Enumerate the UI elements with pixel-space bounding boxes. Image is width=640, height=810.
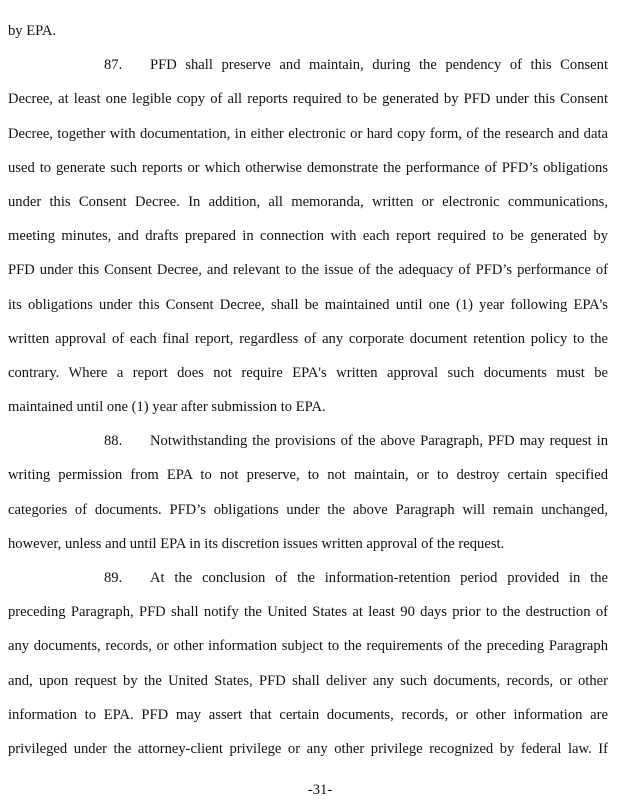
text-line xyxy=(8,356,608,390)
line-text: by EPA. xyxy=(8,23,57,39)
text-line xyxy=(8,595,608,629)
text-line xyxy=(8,185,608,219)
line-text: meeting minutes, and drafts prepared in connection with each report required to be generated by xyxy=(8,228,608,245)
text-line xyxy=(8,527,608,561)
text-line xyxy=(8,732,608,766)
paragraph-number: 88. xyxy=(104,433,123,450)
text-line xyxy=(8,664,608,698)
line-text: written approval of each final report, regardless of any corporate document retention policy to the xyxy=(8,330,608,347)
text-line xyxy=(8,288,608,322)
text-line xyxy=(8,390,608,424)
text-line xyxy=(8,117,608,151)
text-line xyxy=(8,14,608,48)
line-text: maintained until one (1) year after submission to EPA. xyxy=(8,399,326,416)
line-text: however, unless and until EPA in its discretion issues written approval of the request. xyxy=(8,535,505,552)
page-number: -31- xyxy=(307,782,333,798)
line-text: its obligations under this Consent Decree, shall be maintained until one (1) year following EPA's xyxy=(8,296,608,313)
line-text: privileged under the attorney-client privilege or any other privilege recognized by federal law. If xyxy=(8,740,608,757)
text-line xyxy=(8,493,608,527)
text-line xyxy=(8,82,608,116)
text-line xyxy=(8,458,608,492)
line-text: PFD under this Consent Decree, and relevant to the issue of the adequacy of PFD’s performance of xyxy=(8,262,608,279)
text-line xyxy=(8,424,608,458)
line-text: under this Consent Decree. In addition, all memoranda, written or electronic communications, xyxy=(8,193,608,210)
text-line xyxy=(8,629,608,663)
text-line xyxy=(8,561,608,595)
document-body xyxy=(8,14,608,766)
line-text: categories of documents. PFD’s obligations under the above Paragraph will remain unchanged, xyxy=(8,501,608,518)
line-text: used to generate such reports or which otherwise demonstrate the performance of PFD’s obligations xyxy=(8,159,608,176)
line-text: any documents, records, or other information subject to the requirements of the preceding Paragraph xyxy=(8,638,608,655)
paragraph-number: 87. xyxy=(104,57,123,74)
paragraph-number: 89. xyxy=(104,570,123,586)
text-line xyxy=(8,48,608,82)
text-line xyxy=(8,698,608,732)
line-text: writing permission from EPA to not preserve, to not maintain, or to destroy certain specified xyxy=(8,467,608,484)
text-line xyxy=(8,322,608,356)
text-line xyxy=(8,219,608,253)
line-text: Decree, together with documentation, in either electronic or hard copy form, of the research and data xyxy=(8,125,608,142)
line-text: information to EPA. PFD may assert that certain documents, records, or other information are xyxy=(8,706,608,723)
line-text: PFD shall preserve and maintain, during the pendency of this Consent xyxy=(150,57,608,74)
text-line xyxy=(8,253,608,287)
line-text: preceding Paragraph, PFD shall notify the United States at least 90 days prior to the destruction of xyxy=(8,604,608,621)
line-text: and, upon request by the United States, PFD shall deliver any such documents, records, or other xyxy=(8,672,608,689)
line-text: Notwithstanding the provisions of the above Paragraph, PFD may request in xyxy=(150,433,608,450)
text-line xyxy=(8,151,608,185)
line-text: Decree, at least one legible copy of all reports required to be generated by PFD under this Consent xyxy=(8,91,608,108)
line-text: contrary. Where a report does not require EPA's written approval such documents must be xyxy=(8,364,608,381)
line-text: At the conclusion of the information-retention period provided in the xyxy=(150,570,608,586)
